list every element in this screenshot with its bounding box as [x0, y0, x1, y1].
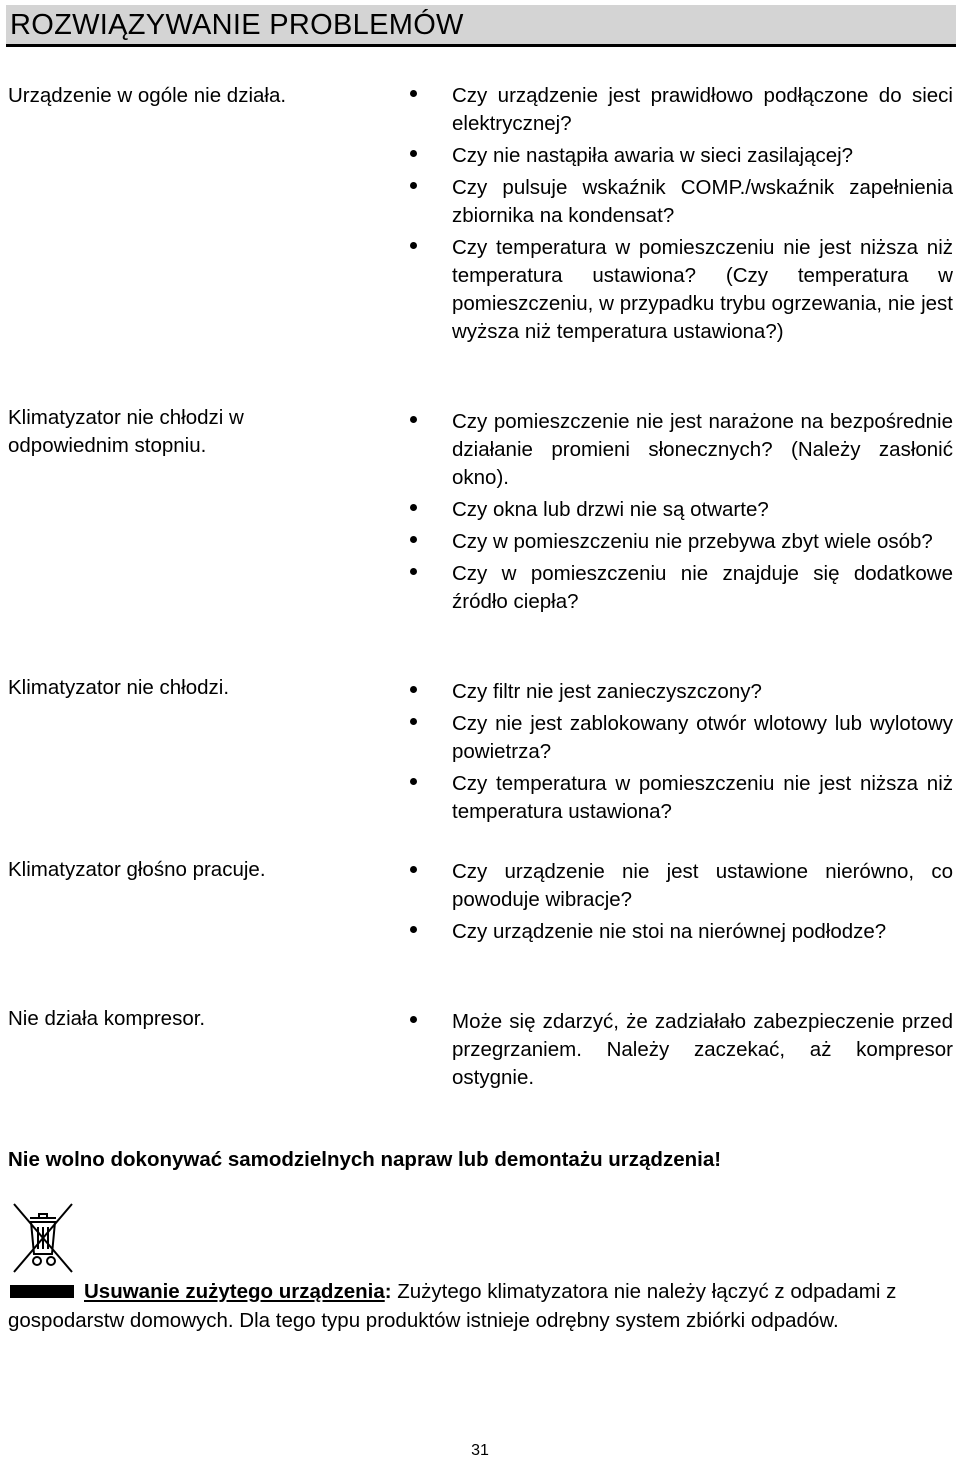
cause-item: Czy urządzenie jest prawidłowo podłączone do sieci elektrycznej? [410, 82, 953, 138]
disposal-heading: Usuwanie zużytego urządzenia [84, 1280, 385, 1303]
page-title: ROZWIĄZYWANIE PROBLEMÓW [10, 9, 464, 41]
disposal-colon: : [384, 1280, 392, 1303]
cause-item: Czy pomieszczenie nie jest narażone na bezpośrednie działanie promieni słonecznych? (Należy zasłonić okno). [410, 408, 953, 492]
cause-list [410, 678, 953, 830]
disposal-text: Zużytego klimatyzatora nie należy łączyć z odpadami z gospodarstw domowych. Dla tego typu produktów istnieje odrębny system zbiórki odpadów. [8, 1280, 897, 1332]
cause-list [410, 1008, 953, 1096]
problem-label: Klimatyzator nie chłodzi. [8, 676, 230, 699]
problem-label: Klimatyzator głośno pracuje. [8, 858, 266, 881]
cause-item: Czy nie nastąpiła awaria w sieci zasilającej? [410, 142, 953, 170]
page-number: 31 [471, 1442, 489, 1459]
cause-item: Czy w pomieszczeniu nie znajduje się dodatkowe źródło ciepła? [410, 560, 953, 616]
repair-warning: Nie wolno dokonywać samodzielnych napraw lub demontażu urządzenia! [8, 1148, 722, 1171]
cause-item: Czy w pomieszczeniu nie przebywa zbyt wiele osób? [410, 528, 953, 556]
disposal-notice [8, 1277, 908, 1335]
problem-label: Klimatyzator nie chłodzi w odpowiednim stopniu. [8, 406, 244, 457]
problem-label: Nie działa kompresor. [8, 1007, 206, 1030]
cause-item: Czy okna lub drzwi nie są otwarte? [410, 496, 953, 524]
cause-item: Czy temperatura w pomieszczeniu nie jest niższa niż temperatura ustawiona? (Czy temperatura w pomieszczeniu, w przypadku trybu ogrzewania, nie jest wyższa niż temperatura ustawiona?) [410, 234, 953, 346]
cause-item: Czy nie jest zablokowany otwór wlotowy lub wylotowy powietrza? [410, 710, 953, 766]
cause-item: Może się zdarzyć, że zadziałało zabezpieczenie przed przegrzaniem. Należy zaczekać, aż kompresor ostygnie. [410, 1008, 953, 1092]
problem-label: Urządzenie w ogóle nie działa. [8, 84, 287, 107]
cause-item: Czy temperatura w pomieszczeniu nie jest niższa niż temperatura ustawiona? [410, 770, 953, 826]
cause-list [410, 858, 953, 950]
crossed-out-bin-icon [8, 1200, 78, 1276]
cause-item: Czy urządzenie nie stoi na nierównej podłodze? [410, 918, 953, 946]
cause-list [410, 82, 953, 350]
cause-item: Czy filtr nie jest zanieczyszczony? [410, 678, 953, 706]
cause-item: Czy pulsuje wskaźnik COMP./wskaźnik zapełnienia zbiornika na kondensat? [410, 174, 953, 230]
cause-list [410, 408, 953, 620]
cause-item: Czy urządzenie nie jest ustawione nierówno, co powoduje wibracje? [410, 858, 953, 914]
title-bar [6, 5, 956, 47]
